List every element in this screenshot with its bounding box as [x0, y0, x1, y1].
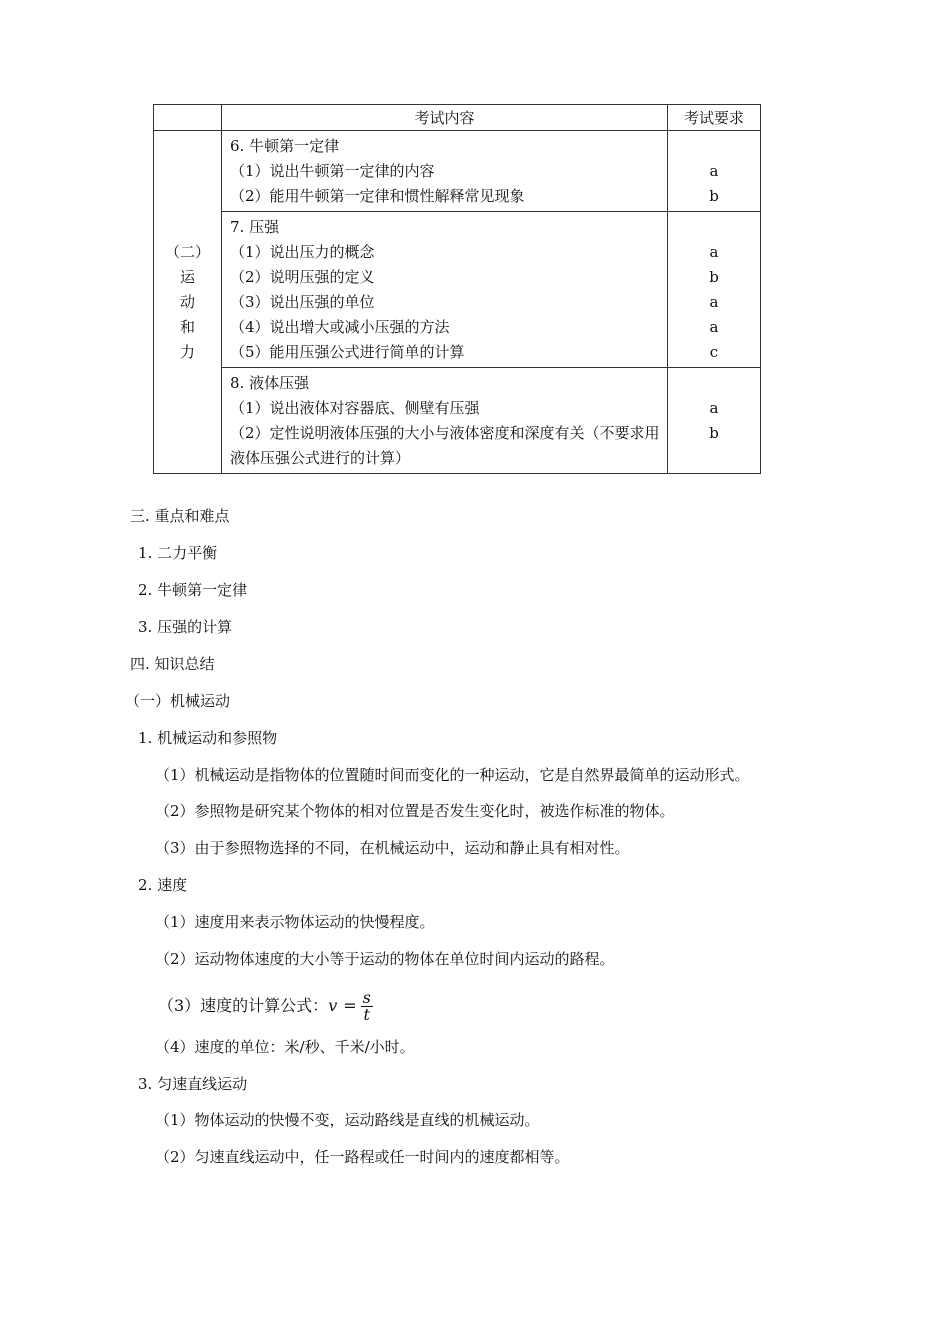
- section-content-cell: [222, 368, 668, 474]
- section-title: 6. 牛顿第一定律: [230, 137, 340, 155]
- section-heading: 三. 重点和难点: [130, 507, 230, 525]
- speed-formula-line: [158, 990, 373, 1023]
- paragraph: （4）速度的单位：米/秒、千米/小时。: [155, 1038, 415, 1056]
- formula-equals: =: [343, 996, 357, 1015]
- list-item: 1. 二力平衡: [138, 544, 218, 562]
- category-line: 和: [179, 317, 195, 336]
- formula-label: （3）速度的计算公式：: [158, 996, 329, 1015]
- section-item: （5）能用压强公式进行简单的计算: [230, 343, 465, 361]
- section-item: （3）说出压强的单位: [230, 293, 375, 311]
- table-row: [154, 368, 761, 474]
- section-item: （2）能用牛顿第一定律和惯性解释常见现象: [230, 187, 525, 205]
- section-heading: 四. 知识总结: [130, 655, 215, 673]
- list-item: 3. 压强的计算: [138, 618, 233, 636]
- table-header-row: [154, 105, 761, 131]
- requirement-level: a: [709, 243, 719, 261]
- requirement-level: a: [709, 399, 719, 417]
- requirement-cell: [668, 212, 761, 368]
- category-line: 动: [179, 292, 195, 311]
- section-content-cell: [222, 212, 668, 368]
- category-line: 运: [179, 267, 195, 286]
- subsection-heading: （一）机械运动: [125, 692, 231, 710]
- requirement-cell: [668, 131, 761, 212]
- requirement-level: a: [709, 293, 719, 311]
- requirement-cell: [668, 368, 761, 474]
- paragraph: （1）物体运动的快慢不变，运动路线是直线的机械运动。: [155, 1111, 540, 1129]
- formula-fraction: [361, 990, 373, 1023]
- topic-heading: 2. 速度: [138, 876, 188, 894]
- section-item: （2）定性说明液体压强的大小与液体密度和深度有关（不要求用液体压强公式进行的计算）: [230, 424, 660, 467]
- section-item: （1）说出牛顿第一定律的内容: [230, 162, 435, 180]
- requirement-level: b: [709, 424, 719, 442]
- paragraph: （2）参照物是研究某个物体的相对位置是否发生变化时，被选作标准的物体。: [155, 802, 675, 820]
- paragraph: （3）由于参照物选择的不同，在机械运动中，运动和静止具有相对性。: [155, 839, 630, 857]
- paragraph: （1）速度用来表示物体运动的快慢程度。: [155, 913, 435, 931]
- header-requirement: 考试要求: [668, 105, 761, 131]
- requirement-level: b: [709, 268, 719, 286]
- formula-numerator: s: [362, 988, 371, 1007]
- category-line: （二）: [164, 242, 210, 261]
- exam-requirements-table: [153, 104, 761, 474]
- formula-variable-v: v: [328, 996, 338, 1015]
- requirement-level: a: [709, 318, 719, 336]
- section-title: 7. 压强: [230, 218, 280, 236]
- formula-denominator: t: [363, 1005, 370, 1024]
- paragraph: （2）匀速直线运动中，任一路程或任一时间内的速度都相等。: [155, 1148, 570, 1166]
- section-item: （2）说明压强的定义: [230, 268, 375, 286]
- table-row: [154, 212, 761, 368]
- requirement-level: a: [709, 162, 719, 180]
- paragraph: （2）运动物体速度的大小等于运动的物体在单位时间内运动的路程。: [155, 950, 615, 968]
- paragraph: （1）机械运动是指物体的位置随时间而变化的一种运动，它是自然界最简单的运动形式。: [155, 766, 750, 784]
- requirement-level: b: [709, 187, 719, 205]
- list-item: 2. 牛顿第一定律: [138, 581, 248, 599]
- section-item: （1）说出液体对容器底、侧壁有压强: [230, 399, 480, 417]
- header-empty-cell: [154, 105, 222, 131]
- section-content-cell: [222, 131, 668, 212]
- category-line: 力: [179, 342, 195, 361]
- section-item: （1）说出压力的概念: [230, 243, 375, 261]
- topic-heading: 3. 匀速直线运动: [138, 1075, 248, 1093]
- topic-heading: 1. 机械运动和参照物: [138, 729, 278, 747]
- header-content: 考试内容: [222, 105, 668, 131]
- table-row: [154, 131, 761, 212]
- category-cell: [154, 131, 222, 474]
- section-item: （4）说出增大或减小压强的方法: [230, 318, 450, 336]
- section-title: 8. 液体压强: [230, 374, 310, 392]
- requirement-level: c: [709, 343, 719, 361]
